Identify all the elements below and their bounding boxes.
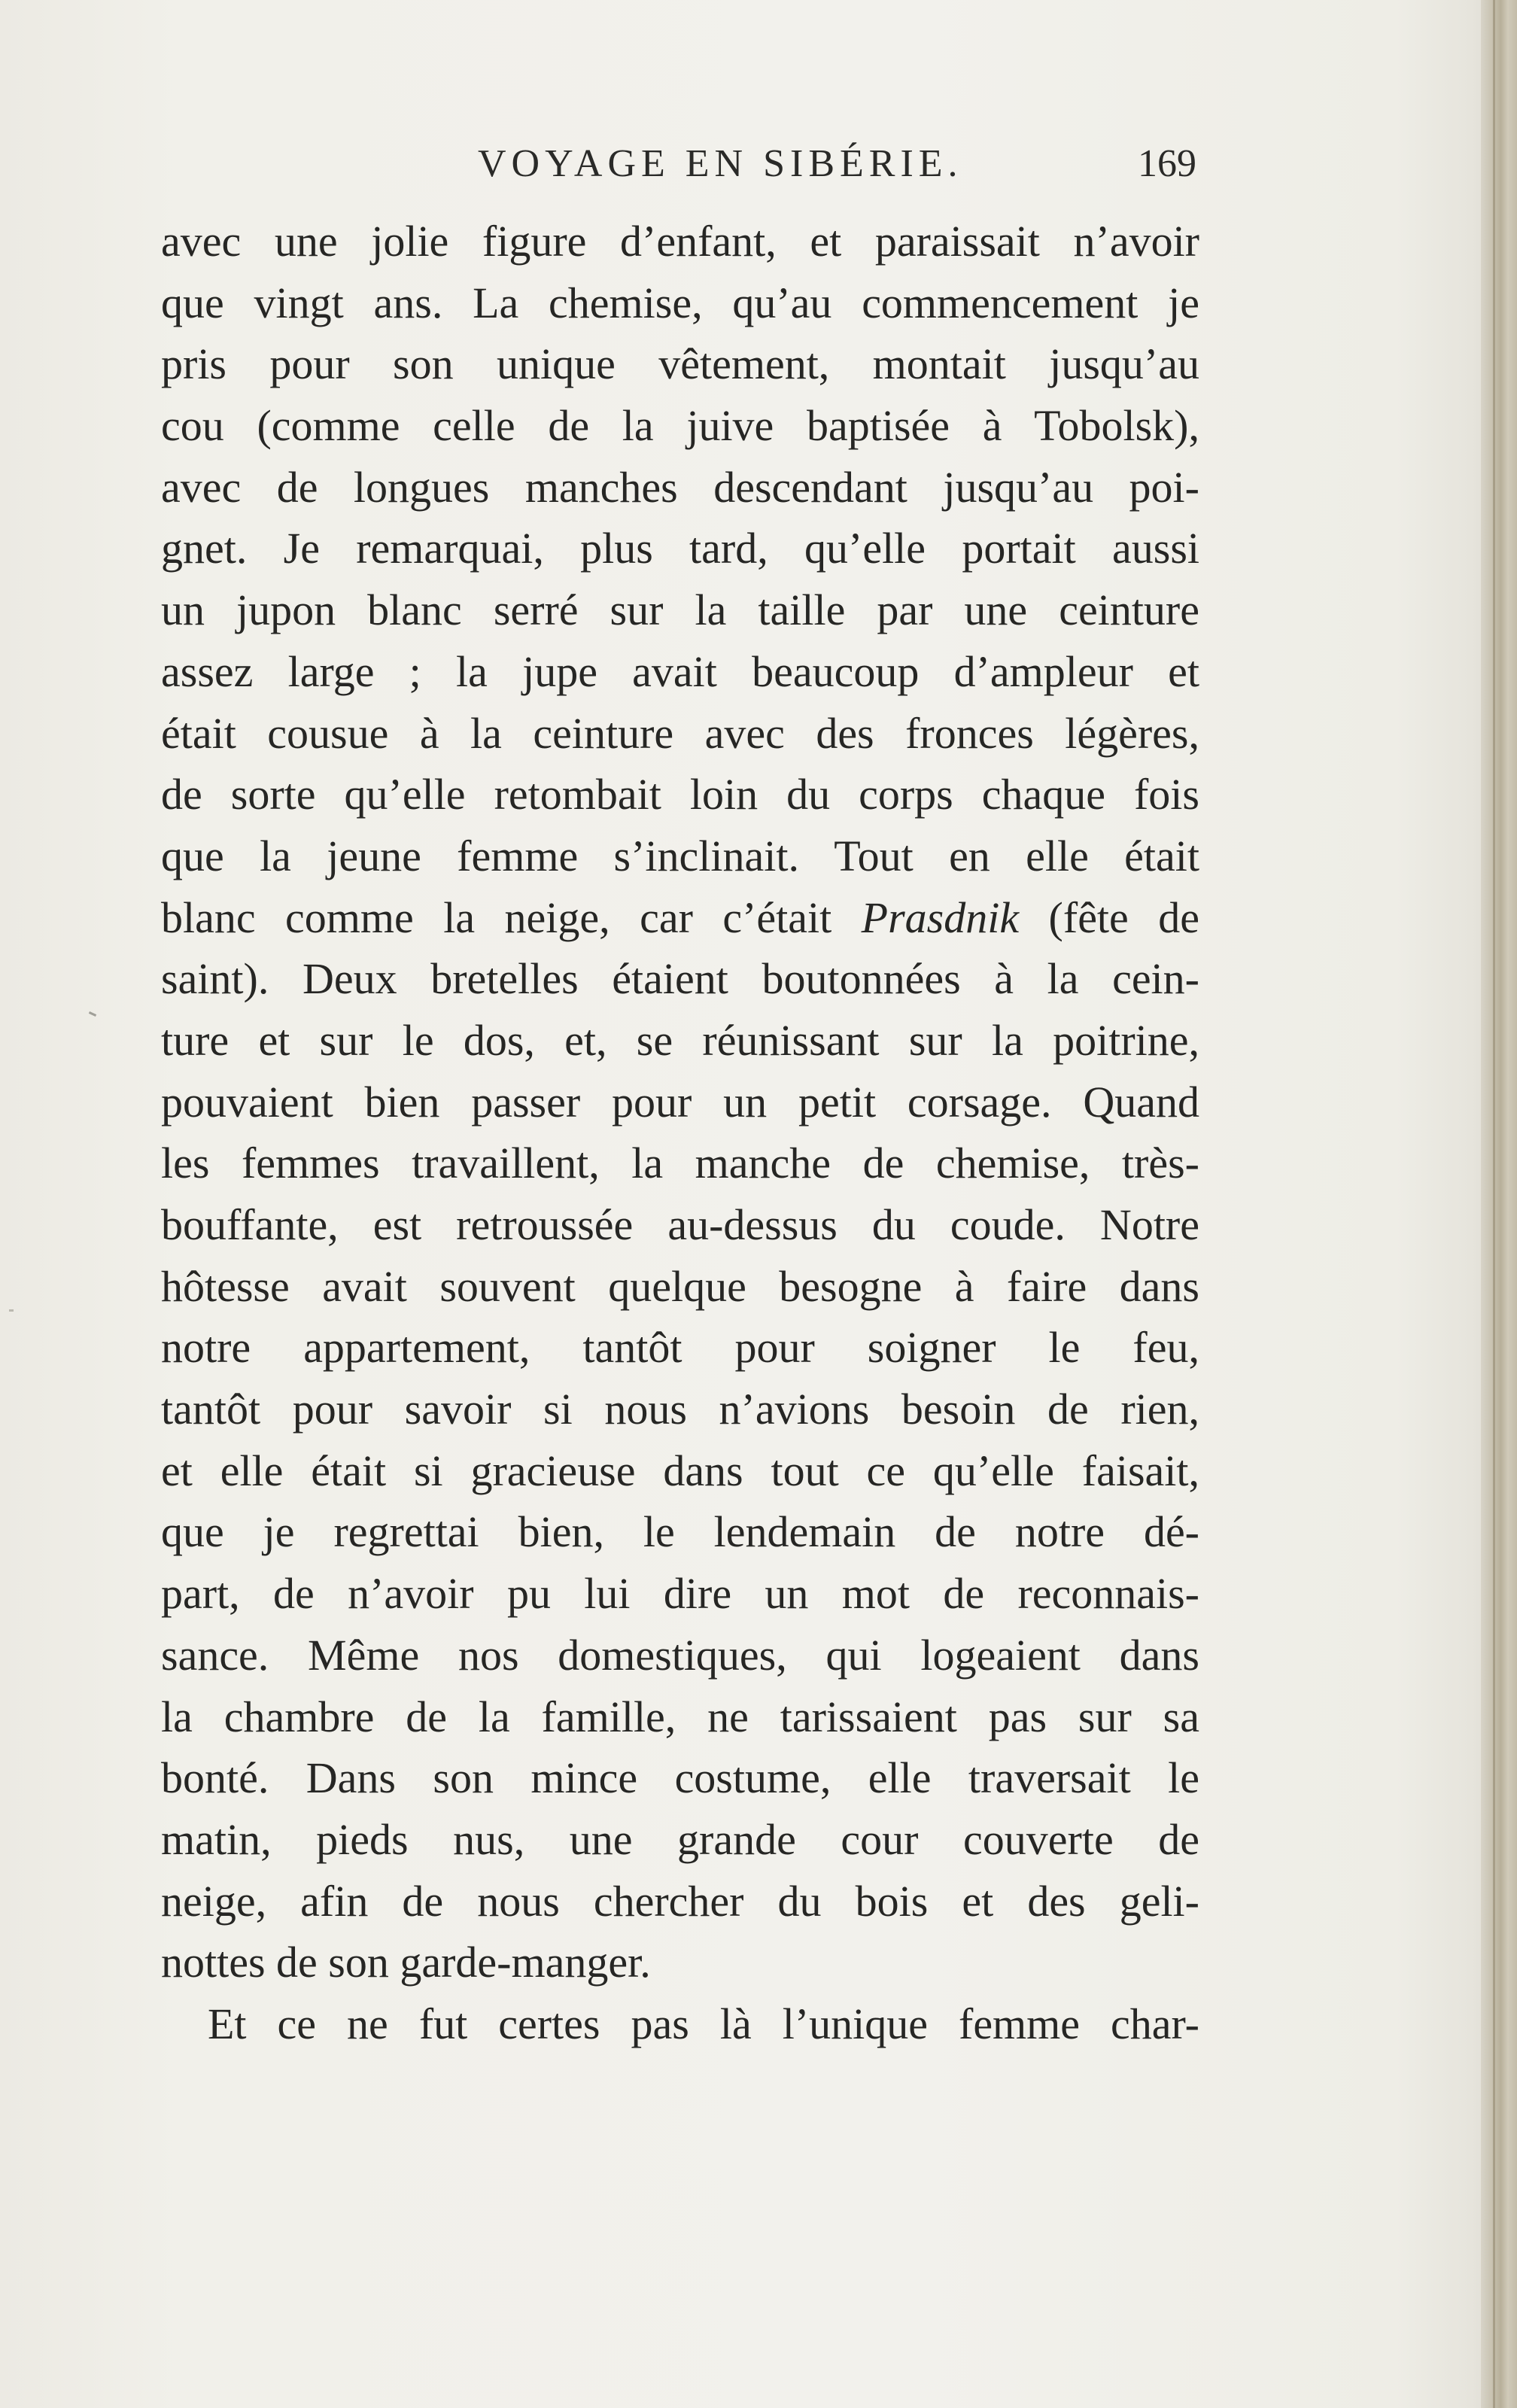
text-line: que la jeune femme s’inclinait. Tout en elle était (161, 831, 1199, 880)
text-line: hôtesse avait souvent quelque besogne à faire dans (161, 1261, 1199, 1311)
text-line: que vingt ans. La chemise, qu’au commencement je (161, 278, 1199, 327)
text-line: neige, afin de nous chercher du bois et des geli- (161, 1876, 1199, 1926)
text-line: avec une jolie figure d’enfant, et paraissait n’avoir (161, 217, 1199, 266)
text-line: était cousue à la ceinture avec des fronces légères, (161, 708, 1199, 758)
text-line: part, de n’avoir pu lui dire un mot de reconnais- (161, 1569, 1199, 1619)
text-line: notre appartement, tantôt pour soigner le feu, (161, 1323, 1199, 1373)
text-line: bonté. Dans son mince costume, elle traversait le (161, 1753, 1199, 1803)
binding-shadow-line (1493, 0, 1495, 2408)
text-line: saint). Deux bretelles étaient boutonnées à la cein- (161, 954, 1199, 1004)
text-segment: blanc comme la neige, car c’était (161, 892, 862, 942)
text-line: pouvaient bien passer pour un petit corsage. Quand (161, 1077, 1199, 1126)
text-line: gnet. Je remarquai, plus tard, qu’elle portait aussi (161, 524, 1199, 573)
text-line: avec de longues manches descendant jusqu’au poi- (161, 462, 1199, 512)
text-line: que je regrettai bien, le lendemain de notre dé- (161, 1507, 1199, 1557)
book-spine-edge (1481, 0, 1517, 2408)
paragraph-start-line: Et ce ne fut certes pas là l’unique femme char- (208, 1999, 1199, 2048)
running-title: VOYAGE EN SIBÉRIE. (478, 142, 963, 185)
text-segment: (fête de (1019, 892, 1199, 942)
text-line: assez large ; la jupe avait beaucoup d’ampleur et (161, 646, 1199, 696)
margin-mark (89, 1011, 96, 1017)
page-number: 169 (1138, 142, 1196, 185)
text-line: ture et sur le dos, et, se réunissant sur la poitrine, (161, 1015, 1199, 1065)
text-line: tantôt pour savoir si nous n’avions besoin de rien, (161, 1385, 1199, 1434)
body-text (161, 211, 1199, 2055)
page-header (158, 138, 1211, 190)
text-line: la chambre de la famille, ne tarissaient pas sur sa (161, 1692, 1199, 1741)
text-line: et elle était si gracieuse dans tout ce qu’elle faisait, (161, 1446, 1199, 1495)
paragraph-end-line: nottes de son garde-manger. (161, 1938, 651, 1987)
text-line: les femmes travaillent, la manche de chemise, très- (161, 1139, 1199, 1188)
text-line: matin, pieds nus, une grande cour couverte de (161, 1814, 1199, 1864)
text-line: sance. Même nos domestiques, qui logeaient dans (161, 1630, 1199, 1680)
text-line: de sorte qu’elle retombait loin du corps chaque fois (161, 770, 1199, 819)
text-line: un jupon blanc serré sur la taille par une ceinture (161, 585, 1199, 635)
italic-term: Prasdnik (861, 892, 1020, 942)
text-line: pris pour son unique vêtement, montait jusqu’au (161, 339, 1199, 389)
text-line: bouffante, est retroussée au-dessus du coude. Notre (161, 1200, 1199, 1249)
margin-speck (9, 1309, 14, 1312)
text-line-with-italic (161, 887, 1199, 949)
text-line: cou (comme celle de la juive baptisée à Tobolsk), (161, 401, 1199, 451)
